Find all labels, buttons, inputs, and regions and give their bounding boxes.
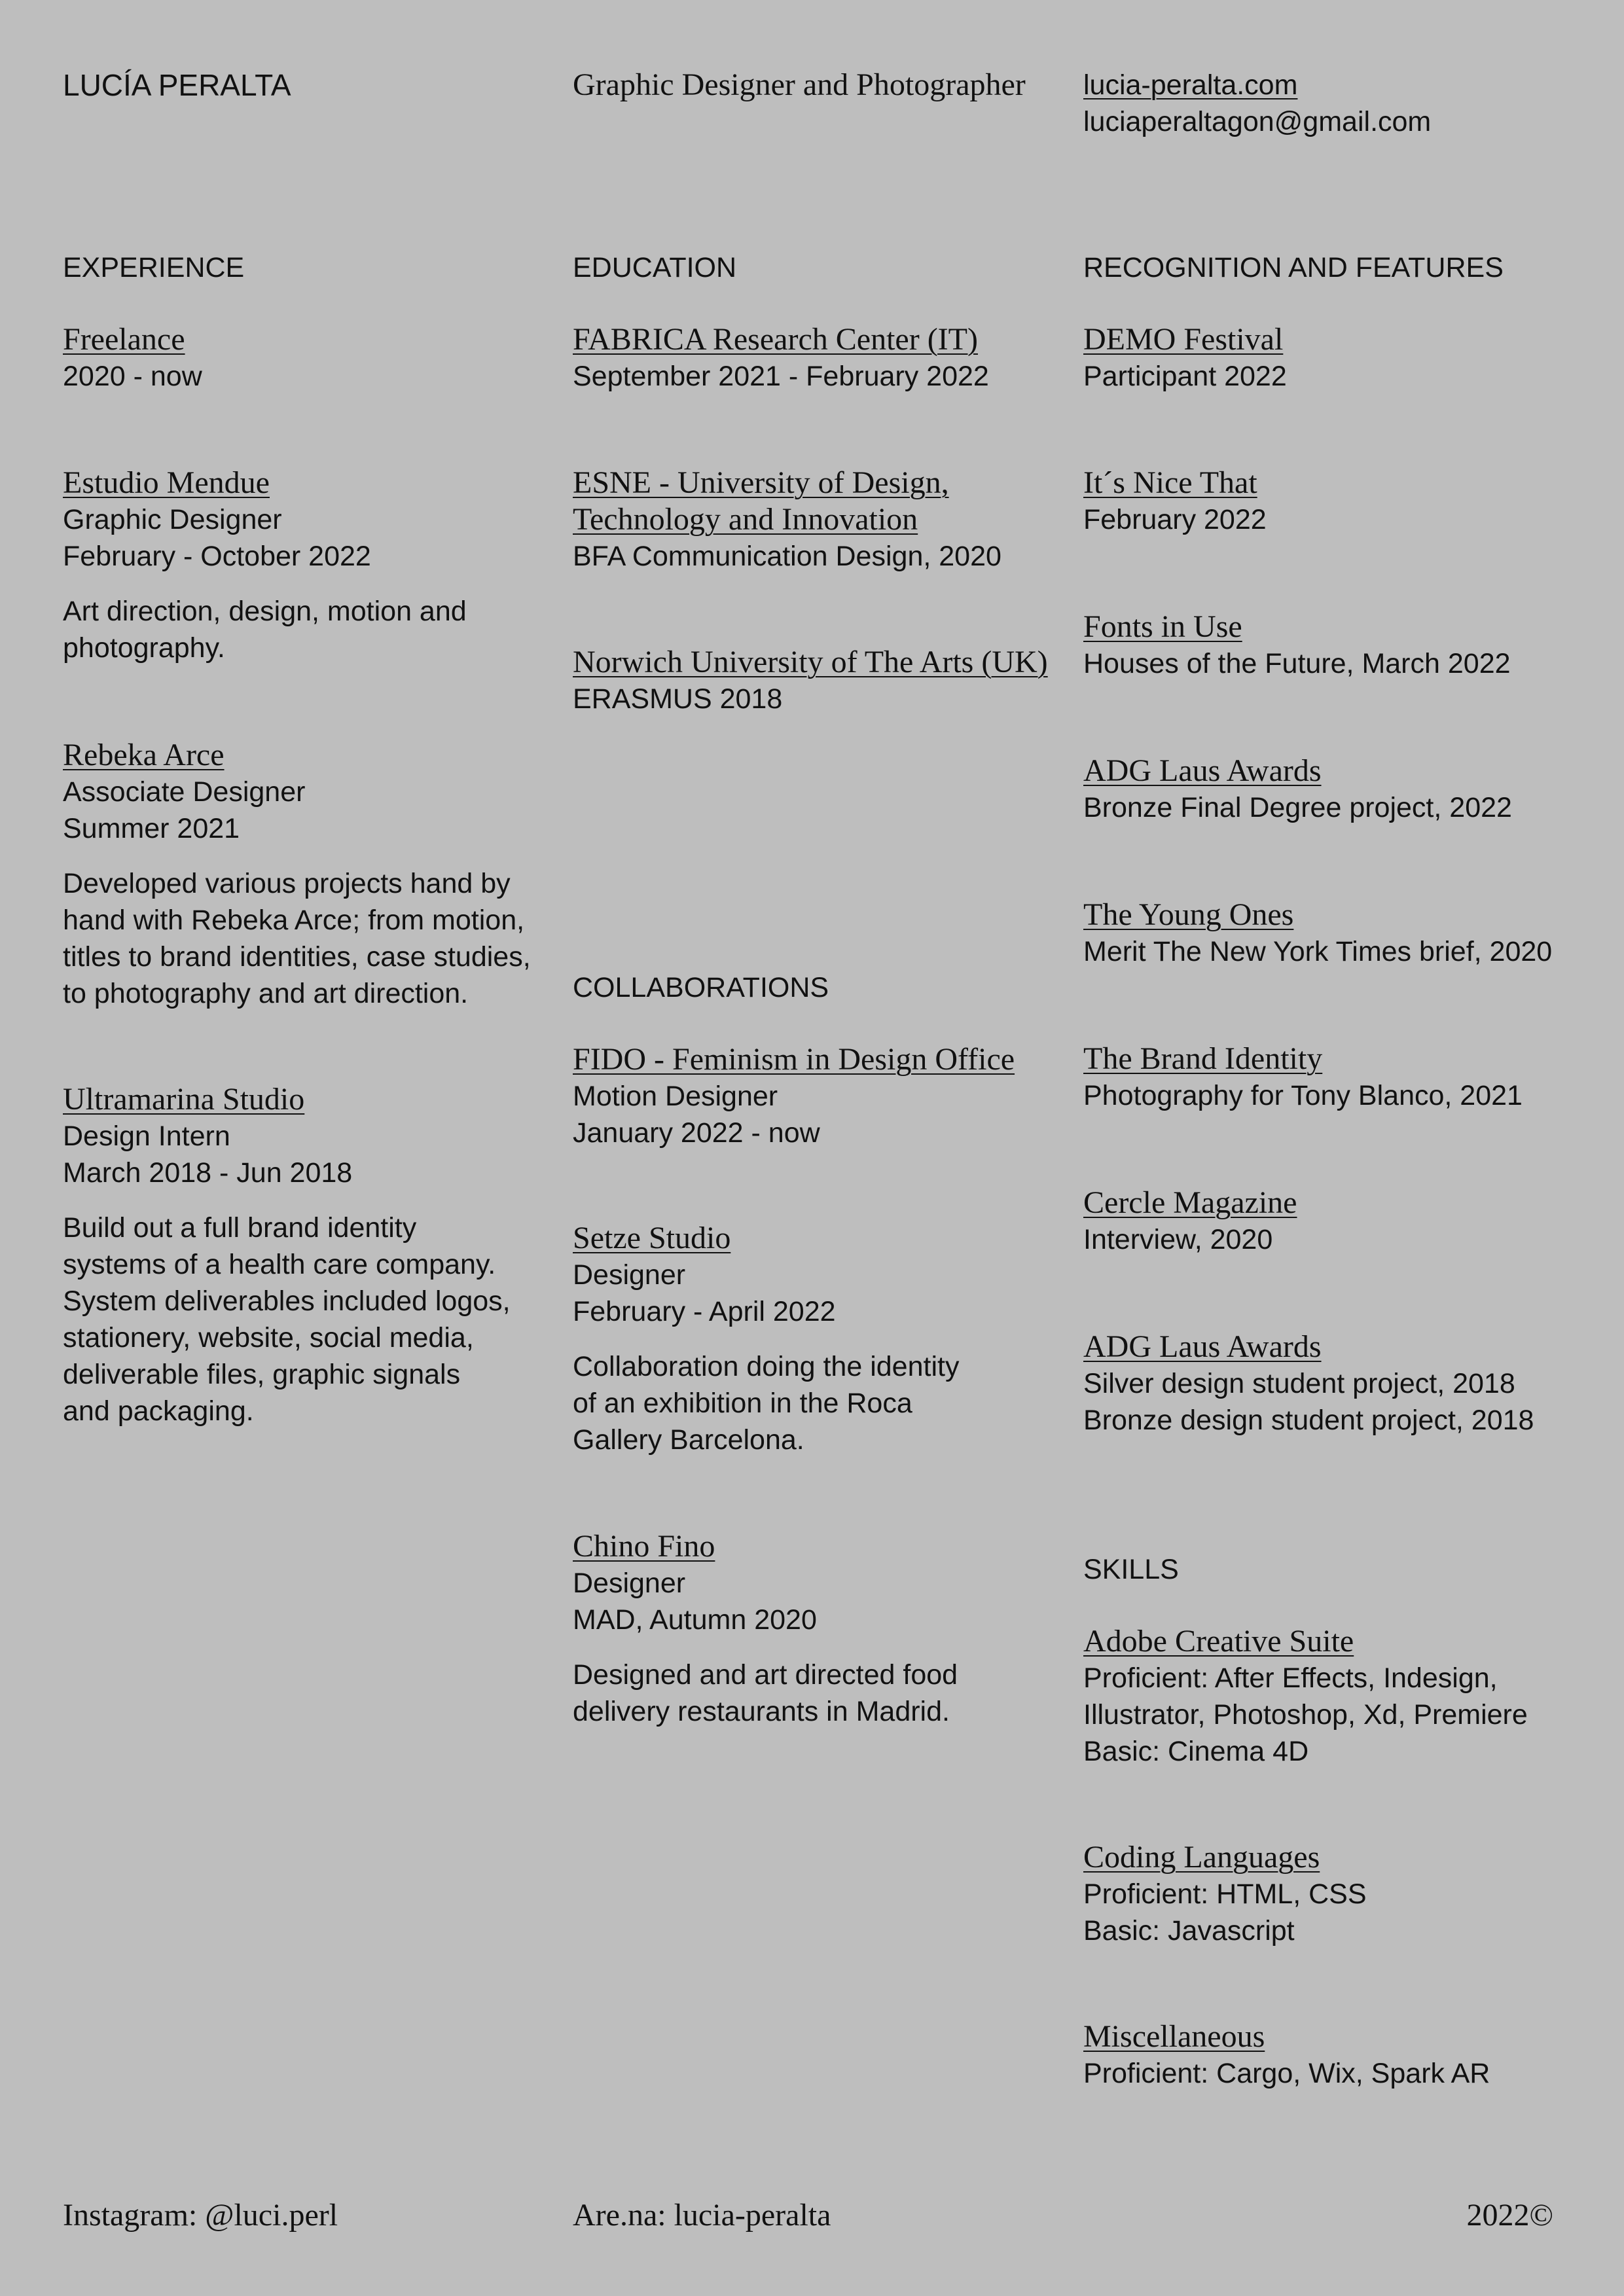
experience-role: Design Intern (63, 1121, 230, 1152)
header-contact-block (1083, 67, 1581, 140)
recognition-detail: Houses of the Future, March 2022 (1083, 648, 1511, 679)
tagline: Graphic Designer and Photographer (573, 67, 1026, 102)
collaboration-role: Motion Designer (573, 1081, 778, 1112)
email-address[interactable]: luciaperaltagon@gmail.com (1083, 106, 1432, 137)
education-title-link[interactable]: Norwich University of The Arts (UK) (573, 645, 1048, 679)
recognition-item (1083, 321, 1581, 395)
recognition-title-link[interactable]: ADG Laus Awards (1083, 1329, 1322, 1364)
experience-title-link[interactable]: Estudio Mendue (63, 465, 270, 500)
description-line: systems of a health care company. (63, 1249, 496, 1280)
collaboration-role: Designer (573, 1259, 686, 1291)
person-name: LUCÍA PERALTA (63, 68, 291, 102)
recognition-detail: Interview, 2020 (1083, 1224, 1273, 1255)
education-degree: BFA Communication Design, 2020 (573, 541, 1001, 572)
collaboration-description (573, 1657, 1051, 1730)
recognition-title-link[interactable]: DEMO Festival (1083, 322, 1284, 357)
recognition-item (1083, 897, 1581, 970)
recognition-detail: Merit The New York Times brief, 2020 (1083, 936, 1553, 967)
skill-item (1083, 1623, 1581, 1770)
description-line: stationery, website, social media, (63, 1322, 474, 1354)
recognition-item (1083, 465, 1581, 538)
skill-item (1083, 1839, 1581, 1949)
description-line: hand with Rebeka Arce; from motion, (63, 905, 525, 936)
description-line: titles to brand identities, case studies, (63, 941, 531, 973)
arena-handle[interactable]: Are.na: lucia-peralta (573, 2198, 831, 2233)
education-heading: EDUCATION (573, 252, 737, 283)
recognition-detail: Participant 2022 (1083, 361, 1287, 392)
collaboration-date: MAD, Autumn 2020 (573, 1604, 817, 1636)
description-line: Collaboration doing the identity (573, 1351, 960, 1382)
recognition-title-link[interactable]: The Young Ones (1083, 897, 1294, 932)
experience-description (63, 593, 541, 666)
collaboration-item (573, 1220, 1051, 1458)
experience-date: 2020 - now (63, 361, 202, 392)
skill-detail: Proficient: After Effects, Indesign, (1083, 1662, 1498, 1694)
experience-description (63, 1210, 541, 1429)
skill-title-link[interactable]: Miscellaneous (1083, 2019, 1265, 2054)
recognition-detail: Photography for Tony Blanco, 2021 (1083, 1080, 1523, 1111)
skill-detail: Proficient: HTML, CSS (1083, 1878, 1367, 1910)
education-title-link[interactable]: ESNE - University of Design, (573, 465, 949, 500)
education-title-link[interactable]: FABRICA Research Center (IT) (573, 322, 978, 357)
experience-item (63, 737, 541, 1012)
description-line: of an exhibition in the Roca (573, 1388, 912, 1419)
education-item (573, 321, 1051, 395)
description-line: Art direction, design, motion and (63, 596, 467, 627)
experience-role: Graphic Designer (63, 504, 282, 535)
skills-heading: SKILLS (1083, 1554, 1179, 1585)
experience-date: Summer 2021 (63, 813, 240, 844)
skill-item (1083, 2018, 1581, 2092)
education-program: ERASMUS 2018 (573, 683, 783, 715)
copyright-year: 2022© (1466, 2198, 1553, 2233)
collaboration-title-link[interactable]: Setze Studio (573, 1221, 731, 1255)
header-name-block (63, 67, 541, 103)
experience-role: Associate Designer (63, 776, 306, 808)
recognition-item (1083, 1329, 1581, 1439)
recognition-item (1083, 753, 1581, 826)
collaboration-item (573, 1041, 1051, 1151)
collaboration-title-link[interactable]: FIDO - Feminism in Design Office (573, 1042, 1015, 1077)
recognition-detail: February 2022 (1083, 504, 1267, 535)
recognition-title-link[interactable]: The Brand Identity (1083, 1041, 1323, 1076)
education-item (573, 644, 1051, 717)
education-item (573, 465, 1051, 575)
collaboration-date: February - April 2022 (573, 1296, 836, 1327)
description-line: Gallery Barcelona. (573, 1424, 804, 1456)
collaboration-description (573, 1348, 1051, 1458)
skill-detail: Basic: Javascript (1083, 1915, 1295, 1946)
skill-title-link[interactable]: Adobe Creative Suite (1083, 1624, 1354, 1659)
recognition-title-link[interactable]: Cercle Magazine (1083, 1185, 1297, 1220)
collaboration-date: January 2022 - now (573, 1117, 820, 1149)
experience-date: February - October 2022 (63, 541, 371, 572)
description-line: Designed and art directed food (573, 1659, 958, 1691)
skill-detail: Illustrator, Photoshop, Xd, Premiere (1083, 1699, 1528, 1731)
education-title-link[interactable]: Technology and Innovation (573, 502, 918, 537)
description-line: System deliverables included logos, (63, 1285, 511, 1317)
recognition-detail: Bronze Final Degree project, 2022 (1083, 792, 1512, 823)
description-line: to photography and art direction. (63, 978, 469, 1009)
instagram-handle[interactable]: Instagram: @luci.perl (63, 2198, 338, 2233)
collaboration-item (573, 1528, 1051, 1730)
collaborations-heading: COLLABORATIONS (573, 972, 829, 1003)
experience-heading: EXPERIENCE (63, 252, 245, 283)
skill-detail: Proficient: Cargo, Wix, Spark AR (1083, 2058, 1490, 2089)
description-line: Developed various projects hand by (63, 868, 511, 899)
recognition-item (1083, 1041, 1581, 1114)
experience-date: March 2018 - Jun 2018 (63, 1157, 353, 1189)
education-date: September 2021 - February 2022 (573, 361, 989, 392)
recognition-title-link[interactable]: Fonts in Use (1083, 609, 1242, 644)
skill-title-link[interactable]: Coding Languages (1083, 1840, 1320, 1874)
recognition-title-link[interactable]: ADG Laus Awards (1083, 753, 1322, 788)
experience-item (63, 1081, 541, 1429)
description-line: photography. (63, 632, 225, 664)
recognition-heading: RECOGNITION AND FEATURES (1083, 252, 1504, 283)
description-line: and packaging. (63, 1395, 254, 1427)
recognition-item (1083, 1185, 1581, 1258)
recognition-detail: Silver design student project, 2018 (1083, 1368, 1515, 1399)
description-line: delivery restaurants in Madrid. (573, 1696, 950, 1727)
collaboration-role: Designer (573, 1568, 686, 1599)
description-line: Build out a full brand identity (63, 1212, 417, 1244)
recognition-title-link[interactable]: It´s Nice That (1083, 465, 1257, 500)
collaboration-title-link[interactable]: Chino Fino (573, 1529, 715, 1564)
experience-title-link[interactable]: Ultramarina Studio (63, 1082, 305, 1117)
website-link[interactable]: lucia-peralta.com (1083, 69, 1298, 101)
experience-description (63, 865, 541, 1012)
experience-item (63, 321, 541, 395)
experience-title-link[interactable]: Freelance (63, 322, 185, 357)
recognition-item (1083, 609, 1581, 682)
skill-detail: Basic: Cinema 4D (1083, 1736, 1309, 1767)
experience-item (63, 465, 541, 666)
header-tagline-block (573, 67, 1051, 103)
experience-title-link[interactable]: Rebeka Arce (63, 738, 225, 772)
description-line: deliverable files, graphic signals (63, 1359, 461, 1390)
recognition-detail: Bronze design student project, 2018 (1083, 1405, 1534, 1436)
